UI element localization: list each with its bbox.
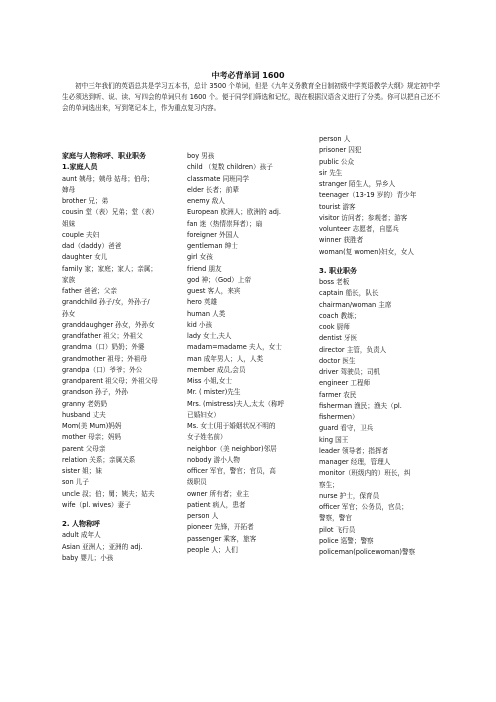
word-entry: couple 夫妇 [62, 230, 100, 239]
word-entry: volunteer 志愿者，自愿兵 [319, 225, 399, 233]
column-1 [62, 151, 178, 564]
word-entry: captain 船长，队长 [319, 289, 379, 298]
word-entry: dad（daddy）爸爸 [62, 242, 122, 250]
word-entry: nurse 护士，保育员 [319, 491, 380, 500]
word-entry: dentist 牙医 [319, 334, 358, 343]
word-entry: winner 获胜者 [319, 236, 364, 245]
word-entry: owner 所有者；业主 [187, 489, 250, 498]
subheading-people: 2. 人物称呼 [62, 520, 100, 528]
subheading-occupation: 3. 职业职务 [319, 266, 357, 275]
word-entry: mother 母亲；妈妈 [62, 433, 122, 442]
word-entry: public 公众 [319, 157, 355, 166]
word-entry: Asian 亚洲人；亚洲的 adj. [62, 542, 143, 551]
word-entry: relation 关系；亲属关系 [62, 455, 136, 464]
people-word-list-end [319, 134, 442, 258]
word-entry: stranger 陌生人，异乡人 [319, 180, 396, 188]
people-word-list-continued [187, 151, 312, 556]
word-entry: Mr. ( mister)先生 [187, 388, 241, 397]
word-entry: farmer 农民 [319, 390, 357, 399]
word-entry: guest 客人，来宾 [187, 287, 241, 295]
word-entry: visitor 访问者；参观者；游客 [319, 213, 408, 222]
word-entry: son 儿子 [62, 478, 89, 487]
word-entry: pioneer 先锋，开拓者 [187, 523, 254, 532]
word-entry: driver 驾驶员；司机 [319, 368, 381, 376]
word-entry: grandpa（口）爷爷；外公 [62, 365, 143, 374]
word-entry: 孙女 [62, 309, 76, 318]
word-entry: tourist 游客 [319, 202, 356, 211]
word-entry: Miss 小姐,女士 [187, 377, 232, 385]
word-entry: elder 长者；前辈 [187, 185, 239, 194]
word-entry: god 神；（God）上帝 [187, 275, 252, 284]
people-word-list [62, 530, 178, 564]
word-entry: guard 看守，卫兵 [319, 424, 374, 433]
word-entry: Mrs. (mistress)夫人,太太（称呼 [187, 399, 285, 408]
column-3 [319, 134, 442, 558]
word-entry: cousin 堂（表）兄弟；堂（表） [62, 208, 158, 217]
word-entry: boy 男孩 [187, 152, 215, 160]
word-entry: boss 老板 [319, 278, 350, 286]
word-entry: nobody 游小人物 [187, 455, 240, 464]
subheading-family: 1.家庭人员 [62, 163, 98, 172]
word-entry: granddaughger 孙女，外孙女 [62, 320, 155, 329]
word-entry: fishermen） [319, 413, 359, 421]
word-entry: gentleman 绅士 [187, 242, 238, 250]
word-entry: manager 经理，管理人 [319, 458, 391, 466]
word-entry: sir 先生 [319, 168, 343, 177]
word-entry: man 成年男人；人，人类 [187, 354, 264, 363]
word-entry: baby 婴儿；小孩 [62, 553, 114, 562]
section-heading: 家庭与人物称呼、职业职务 [62, 152, 146, 160]
word-entry: officer 军官，警官；官员，高 [187, 467, 276, 475]
word-entry: grandma（口）奶奶；外婆 [62, 343, 145, 352]
column-2 [187, 151, 312, 556]
word-entry: wife（pl. wives）妻子 [62, 500, 131, 509]
word-entry: granny 老奶奶 [62, 399, 108, 408]
word-entry: 警察，警官 [319, 514, 352, 523]
word-entry: pilot 飞行员 [319, 525, 356, 534]
word-entry: cook 厨师 [319, 323, 350, 331]
word-entry: daughter 女儿 [62, 253, 108, 262]
word-entry: enemy 敌人 [187, 197, 225, 205]
word-entry: human 人类 [187, 309, 226, 318]
word-entry: foreigner 外国人 [187, 230, 239, 239]
word-entry: 婶母 [62, 185, 76, 194]
word-entry: lady 女士,夫人 [187, 332, 232, 340]
word-entry: member 成员,会员 [187, 365, 246, 374]
word-entry: teenager（13-19 岁的）青少年 [319, 191, 417, 200]
word-entry: girl 女孩 [187, 253, 213, 262]
word-entry: Mom(美 Mum)妈妈 [62, 422, 122, 430]
word-entry: 已婚妇女） [187, 410, 220, 419]
word-entry: monitor（班级内的）班长，纠 [319, 469, 411, 478]
word-entry: adult 成年人 [62, 531, 101, 540]
word-entry: parent 父母亲 [62, 444, 106, 453]
word-entry: director 主管，负责人 [319, 345, 387, 354]
word-entry: leader 领导者；指挥者 [319, 446, 389, 455]
occupation-word-list [319, 277, 442, 558]
word-entry: sister 姐；妹 [62, 467, 102, 475]
word-entry: 级职员 [187, 478, 207, 487]
word-entry: European 欧洲人；欧洲的 adj. [187, 208, 281, 217]
word-entry: grandchild 孙子/女，外孙子/ [62, 298, 150, 307]
word-entry: prisoner 囚犯 [319, 146, 362, 155]
word-entry: person 人 [187, 512, 219, 520]
word-entry: family 家；家庭；家人；亲属； [62, 264, 157, 273]
word-entry: patient 病人，患者 [187, 500, 246, 509]
word-entry: friend 朋友 [187, 264, 222, 273]
word-entry: police 巡警；警察 [319, 536, 374, 545]
word-entry: kid 小孩 [187, 320, 213, 329]
word-entry: classmate 同班同学 [187, 174, 249, 183]
word-entry: engineer 工程师 [319, 379, 371, 388]
word-entry: chairman/woman 主席 [319, 300, 392, 309]
word-entry: brother 兄；弟 [62, 197, 109, 205]
word-entry: fan 迷（热情崇拜者）；扇 [187, 219, 263, 228]
word-entry: people 人；人们 [187, 545, 238, 554]
word-entry: 女子姓名前） [187, 433, 227, 442]
word-entry: grandmother 祖母；外祖母 [62, 354, 147, 363]
word-entry: uncle 叔；伯；舅；姨夫；姑夫 [62, 489, 155, 498]
word-entry: husband 丈夫 [62, 410, 106, 419]
word-entry: grandfather 祖父；外祖父 [62, 332, 143, 340]
word-entry: madam=madame 夫人，女士 [187, 343, 282, 352]
intro-paragraph: 初中三年我们的英语总共是学习五本书，总计 3500 个单词，但是《九年义务教育全日制初级中学英语教学大纲》规定初中学生必须达到听、说、读、写四会的单词只有 1600 个。便于同学们筛选和记忆，现在根据汉语含义进行了分类。你可以把自己还不会的单词选出来，写到笔记本上，作为重点复习内容。 [62, 82, 440, 113]
word-entry: 察生； [319, 480, 339, 489]
word-entry: neighbor（美 neighbor)邻居 [187, 444, 277, 453]
word-entry: grandson 孙子，外孙 [62, 388, 129, 397]
word-entry: child （复数 children）孩子 [187, 163, 273, 172]
family-word-list [62, 174, 178, 512]
word-entry: woman(复 women)妇女，女人 [319, 247, 414, 256]
word-entry: doctor 医生 [319, 356, 356, 365]
word-entry: aunt 姨母；姨母 姑母；伯母； [62, 174, 154, 183]
word-entry: king 国王 [319, 435, 349, 444]
word-entry: officer 军官；公务员，官员； [319, 503, 408, 511]
word-entry: policeman(policewoman)警察 [319, 548, 416, 556]
word-entry: Ms. 女士(用于婚姻状况不明的 [187, 422, 276, 430]
page-title: 中考必背单词 1600 [211, 71, 285, 80]
word-entry: coach 教练； [319, 311, 361, 320]
word-entry: fisherman 渔民；渔夫（pl. [319, 401, 402, 410]
word-entry: hero 英雄 [187, 298, 218, 307]
word-entry: 姐妹 [62, 219, 76, 228]
word-entry: passenger 乘客，旅客 [187, 534, 257, 543]
word-entry: 家族 [62, 275, 76, 284]
word-entry: grandparent 祖父母；外祖父母 [62, 377, 158, 385]
word-entry: person 人 [319, 135, 351, 143]
word-entry: father 爸爸；父亲 [62, 287, 117, 295]
